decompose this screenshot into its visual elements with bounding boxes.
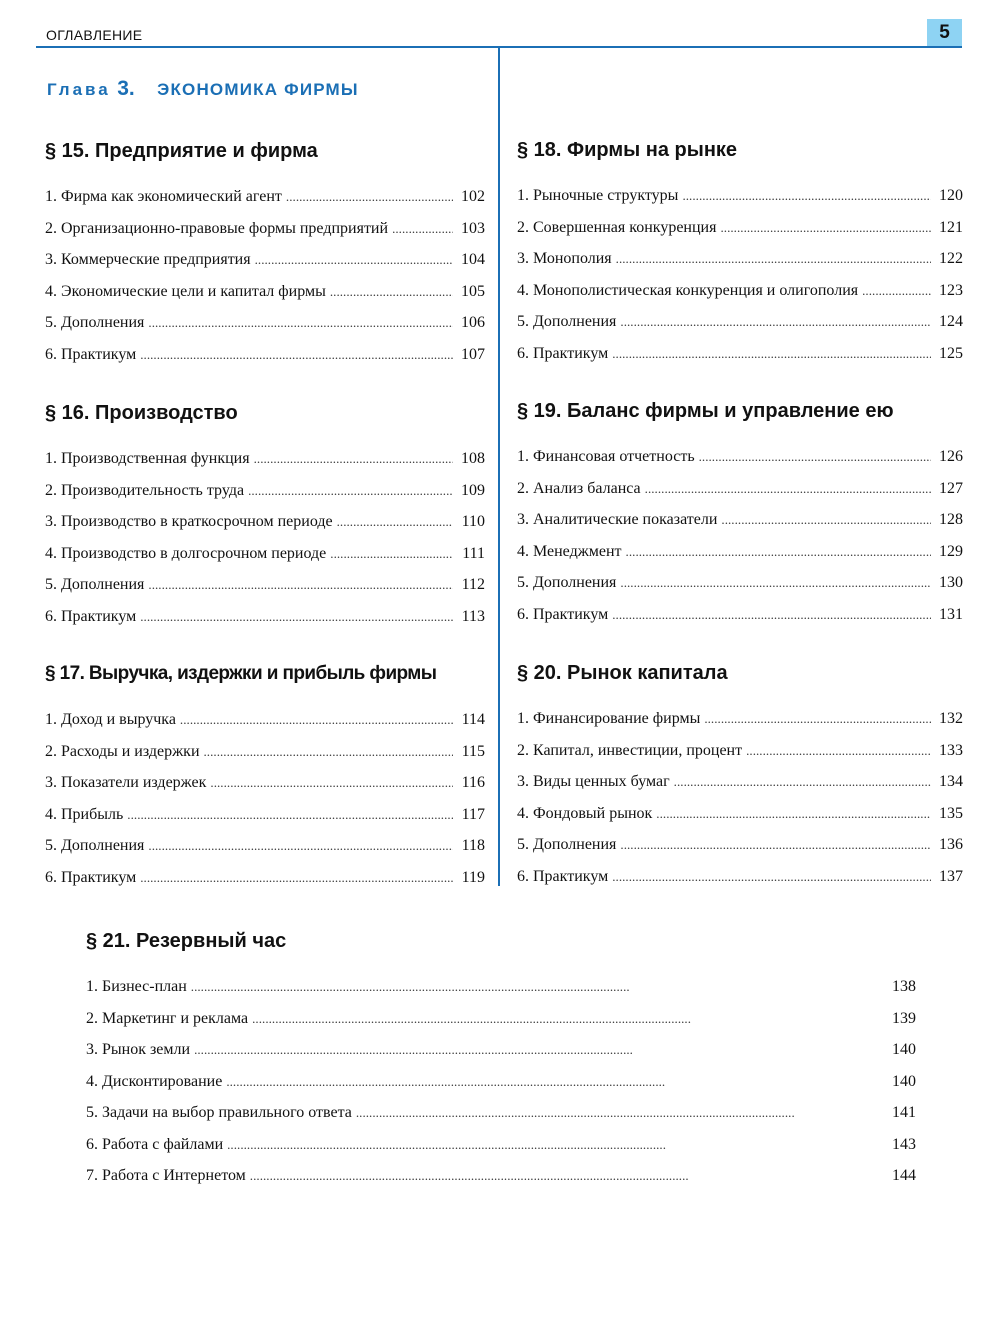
toc-entry-page: 120 (939, 187, 963, 204)
section-title: § 19. Баланс фирмы и управление ею (517, 400, 894, 422)
toc-entry-page: 104 (461, 251, 485, 268)
section-17 (45, 658, 485, 893)
toc-entry-page: 109 (461, 481, 485, 499)
toc-entry-label: 1. Бизнес-план (86, 978, 187, 995)
dot-leader (248, 475, 453, 507)
toc-entry-label: 5. Дополнения (45, 837, 145, 854)
section-21 (86, 925, 916, 1192)
toc-entry-label: 6. Практикум (517, 867, 609, 885)
toc-entry (517, 338, 963, 370)
dot-leader (140, 339, 453, 371)
toc-entry (45, 767, 485, 799)
dot-leader (626, 536, 931, 568)
toc-entry-page: 132 (939, 710, 963, 727)
toc-entry-page: 111 (462, 544, 485, 562)
dot-leader (127, 799, 453, 831)
chapter-number: 3. (117, 77, 135, 100)
toc-entry-page: 144 (892, 1167, 916, 1184)
toc-entry-page: 115 (461, 742, 485, 760)
toc-entry (45, 443, 485, 475)
toc-entry-page: 105 (461, 282, 485, 300)
toc-entry (517, 735, 963, 767)
toc-entry (45, 736, 485, 768)
dot-leader (612, 861, 931, 893)
toc-entry-label: 3. Производство в краткосрочном периоде (45, 513, 333, 530)
toc-entry-page: 112 (461, 576, 485, 593)
toc-entry-label: 4. Экономические цели и капитал фирмы (45, 282, 326, 300)
toc-entry-page: 139 (892, 1009, 916, 1027)
toc-entry-label: 2. Организационно-правовые формы предприятий (45, 219, 389, 237)
toc-entry (517, 829, 963, 861)
dot-leader (356, 1097, 884, 1129)
toc-entry (45, 538, 485, 570)
section-title: § 15. Предприятие и фирма (45, 140, 318, 162)
toc-entry-label: 6. Практикум (517, 605, 609, 623)
dot-leader (620, 829, 931, 861)
dot-leader (140, 601, 453, 633)
dot-leader (250, 1160, 884, 1192)
toc-list (45, 443, 485, 632)
dot-leader (721, 504, 931, 536)
toc-list (517, 441, 963, 630)
toc-entry-label: 4. Дисконтирование (86, 1072, 223, 1090)
toc-entry-label: 3. Коммерческие предприятия (45, 251, 251, 268)
toc-entry-label: 1. Финансирование фирмы (517, 710, 701, 727)
toc-entry-label: 6. Практикум (45, 868, 137, 886)
toc-list (517, 180, 963, 369)
dot-leader (148, 307, 453, 339)
toc-entry (517, 473, 963, 505)
toc-entry (45, 244, 485, 276)
toc-entry (86, 1097, 916, 1129)
toc-entry-page: 117 (461, 805, 485, 823)
toc-entry (45, 181, 485, 213)
toc-entry (45, 475, 485, 507)
toc-entry-label: 2. Совершенная конкуренция (517, 218, 717, 236)
section-18 (517, 134, 963, 369)
toc-entry (517, 441, 963, 473)
dot-leader (226, 1066, 884, 1098)
dot-leader (612, 338, 931, 370)
dot-leader (330, 538, 453, 570)
toc-entry-page: 138 (892, 978, 916, 995)
dot-leader (254, 443, 453, 475)
dot-leader (148, 569, 453, 601)
toc-list (86, 971, 916, 1192)
toc-entry-label: 3. Рынок земли (86, 1041, 191, 1058)
dot-leader (337, 506, 453, 538)
dot-leader (392, 213, 453, 245)
toc-entry (517, 306, 963, 338)
toc-entry (45, 830, 485, 862)
toc-entry-label: 5. Задачи на выбор правильного ответа (86, 1104, 352, 1121)
toc-entry-page: 114 (461, 711, 485, 728)
dot-leader (204, 736, 454, 768)
toc-entry (517, 798, 963, 830)
toc-entry-label: 4. Фондовый рынок (517, 804, 653, 822)
toc-entry-label: 1. Фирма как экономический агент (45, 188, 282, 205)
column-divider (498, 48, 500, 886)
toc-entry (45, 569, 485, 601)
toc-entry-page: 121 (939, 218, 963, 236)
dot-leader (194, 1034, 884, 1066)
toc-entry-page: 134 (939, 773, 963, 790)
toc-entry-page: 119 (461, 868, 485, 886)
toc-entry-label: 6. Практикум (45, 607, 137, 625)
dot-leader (191, 971, 884, 1003)
section-15 (45, 135, 485, 370)
toc-entry-label: 2. Расходы и издержки (45, 742, 200, 760)
section-20 (517, 657, 963, 892)
toc-entry-page: 123 (939, 281, 963, 299)
toc-entry-page: 124 (939, 313, 963, 330)
chapter-heading (47, 77, 359, 101)
toc-entry-label: 2. Анализ баланса (517, 479, 641, 497)
dot-leader (699, 441, 931, 473)
dot-leader (616, 243, 931, 275)
toc-entry (45, 601, 485, 633)
toc-entry-page: 141 (892, 1104, 916, 1121)
toc-entry-label: 6. Практикум (45, 345, 137, 363)
dot-leader (210, 767, 453, 799)
toc-entry (45, 213, 485, 245)
toc-entry (45, 506, 485, 538)
toc-entry (45, 799, 485, 831)
toc-entry-label: 2. Капитал, инвестиции, процент (517, 741, 743, 759)
toc-entry (45, 862, 485, 894)
dot-leader (704, 703, 931, 735)
toc-entry-label: 4. Прибыль (45, 805, 124, 823)
section-title: § 18. Фирмы на рынке (517, 139, 738, 161)
section-title: § 21. Резервный час (86, 930, 287, 952)
dot-leader (286, 181, 453, 213)
toc-entry (517, 861, 963, 893)
toc-entry-page: 127 (939, 479, 963, 497)
toc-entry (517, 703, 963, 735)
toc-entry-label: 5. Дополнения (45, 576, 145, 593)
toc-entry-label: 6. Практикум (517, 344, 609, 362)
section-title: § 17. Выручка, издержки и прибыль фирмы (45, 663, 437, 684)
toc-entry-page: 108 (461, 450, 485, 467)
toc-entry (86, 971, 916, 1003)
dot-leader (720, 212, 931, 244)
dot-leader (656, 798, 931, 830)
toc-entry-page: 136 (939, 836, 963, 853)
dot-leader (255, 244, 453, 276)
page-number-badge: 5 (927, 19, 962, 47)
toc-entry-label: 3. Виды ценных бумаг (517, 773, 670, 790)
toc-list (45, 181, 485, 370)
toc-entry (86, 1129, 916, 1161)
dot-leader (148, 830, 453, 862)
section-title: § 16. Производство (45, 402, 238, 424)
chapter-name: ЭКОНОМИКА ФИРМЫ (157, 80, 359, 99)
toc-list (517, 703, 963, 892)
toc-entry-page: 107 (461, 345, 485, 363)
toc-entry-label: 5. Дополнения (45, 314, 145, 331)
toc-entry (45, 339, 485, 371)
dot-leader (252, 1003, 884, 1035)
toc-entry-page: 102 (461, 188, 485, 205)
toc-entry-page: 118 (461, 837, 485, 854)
toc-entry-page: 125 (939, 344, 963, 362)
section-19 (517, 395, 963, 630)
toc-entry-label: 4. Менеджмент (517, 542, 622, 560)
dot-leader (862, 275, 931, 307)
toc-entry-page: 140 (892, 1072, 916, 1090)
toc-entry (45, 307, 485, 339)
toc-entry-label: 4. Производство в долгосрочном периоде (45, 544, 327, 562)
section-16 (45, 397, 485, 632)
toc-entry-label: 5. Дополнения (517, 313, 617, 330)
toc-entry (517, 243, 963, 275)
toc-entry-label: 4. Монополистическая конкуренция и олигополия (517, 281, 859, 299)
toc-entry (517, 599, 963, 631)
toc-entry-page: 103 (461, 219, 485, 237)
toc-entry-label: 1. Финансовая отчетность (517, 448, 695, 465)
toc-entry (45, 276, 485, 308)
toc-list (45, 704, 485, 893)
toc-entry (86, 1066, 916, 1098)
toc-entry-label: 1. Рыночные структуры (517, 187, 679, 204)
toc-entry-label: 3. Аналитические показатели (517, 511, 718, 528)
toc-entry-page: 143 (892, 1135, 916, 1153)
toc-entry (517, 180, 963, 212)
toc-entry (86, 1003, 916, 1035)
dot-leader (645, 473, 931, 505)
toc-entry-label: 5. Дополнения (517, 836, 617, 853)
toc-entry-page: 128 (939, 511, 963, 528)
toc-entry-page: 116 (461, 774, 485, 791)
section-title: § 20. Рынок капитала (517, 662, 728, 684)
dot-leader (620, 567, 931, 599)
toc-entry (517, 212, 963, 244)
dot-leader (682, 180, 931, 212)
toc-entry-page: 131 (939, 605, 963, 623)
toc-entry-page: 133 (939, 741, 963, 759)
toc-entry-label: 3. Монополия (517, 250, 612, 267)
dot-leader (620, 306, 931, 338)
toc-entry (86, 1034, 916, 1066)
toc-entry-page: 129 (939, 542, 963, 560)
toc-entry-page: 126 (939, 448, 963, 465)
toc-entry-label: 2. Производительность труда (45, 481, 245, 499)
toc-entry (517, 567, 963, 599)
dot-leader (227, 1129, 884, 1161)
toc-entry-page: 130 (939, 574, 963, 591)
dot-leader (180, 704, 453, 736)
toc-entry-label: 6. Работа с файлами (86, 1135, 224, 1153)
toc-entry-label: 7. Работа с Интернетом (86, 1167, 246, 1184)
toc-entry-label: 2. Маркетинг и реклама (86, 1009, 249, 1027)
toc-entry-page: 110 (461, 513, 485, 530)
toc-entry-label: 5. Дополнения (517, 574, 617, 591)
toc-entry (517, 504, 963, 536)
dot-leader (140, 862, 453, 894)
toc-entry-label: 1. Производственная функция (45, 450, 250, 467)
toc-entry-page: 106 (461, 314, 485, 331)
running-header-title: ОГЛАВЛЕНИЕ (46, 27, 143, 43)
toc-entry (517, 275, 963, 307)
chapter-word: Глава (47, 80, 111, 99)
toc-entry (517, 766, 963, 798)
dot-leader (612, 599, 931, 631)
toc-entry-page: 113 (461, 607, 485, 625)
dot-leader (746, 735, 931, 767)
toc-entry-page: 137 (939, 867, 963, 885)
toc-entry-label: 3. Показатели издержек (45, 774, 207, 791)
toc-entry (517, 536, 963, 568)
toc-entry-page: 135 (939, 804, 963, 822)
toc-entry-page: 122 (939, 250, 963, 267)
toc-entry-page: 140 (892, 1041, 916, 1058)
toc-entry-label: 1. Доход и выручка (45, 711, 176, 728)
toc-entry (45, 704, 485, 736)
dot-leader (330, 276, 453, 308)
dot-leader (674, 766, 931, 798)
toc-entry (86, 1160, 916, 1192)
